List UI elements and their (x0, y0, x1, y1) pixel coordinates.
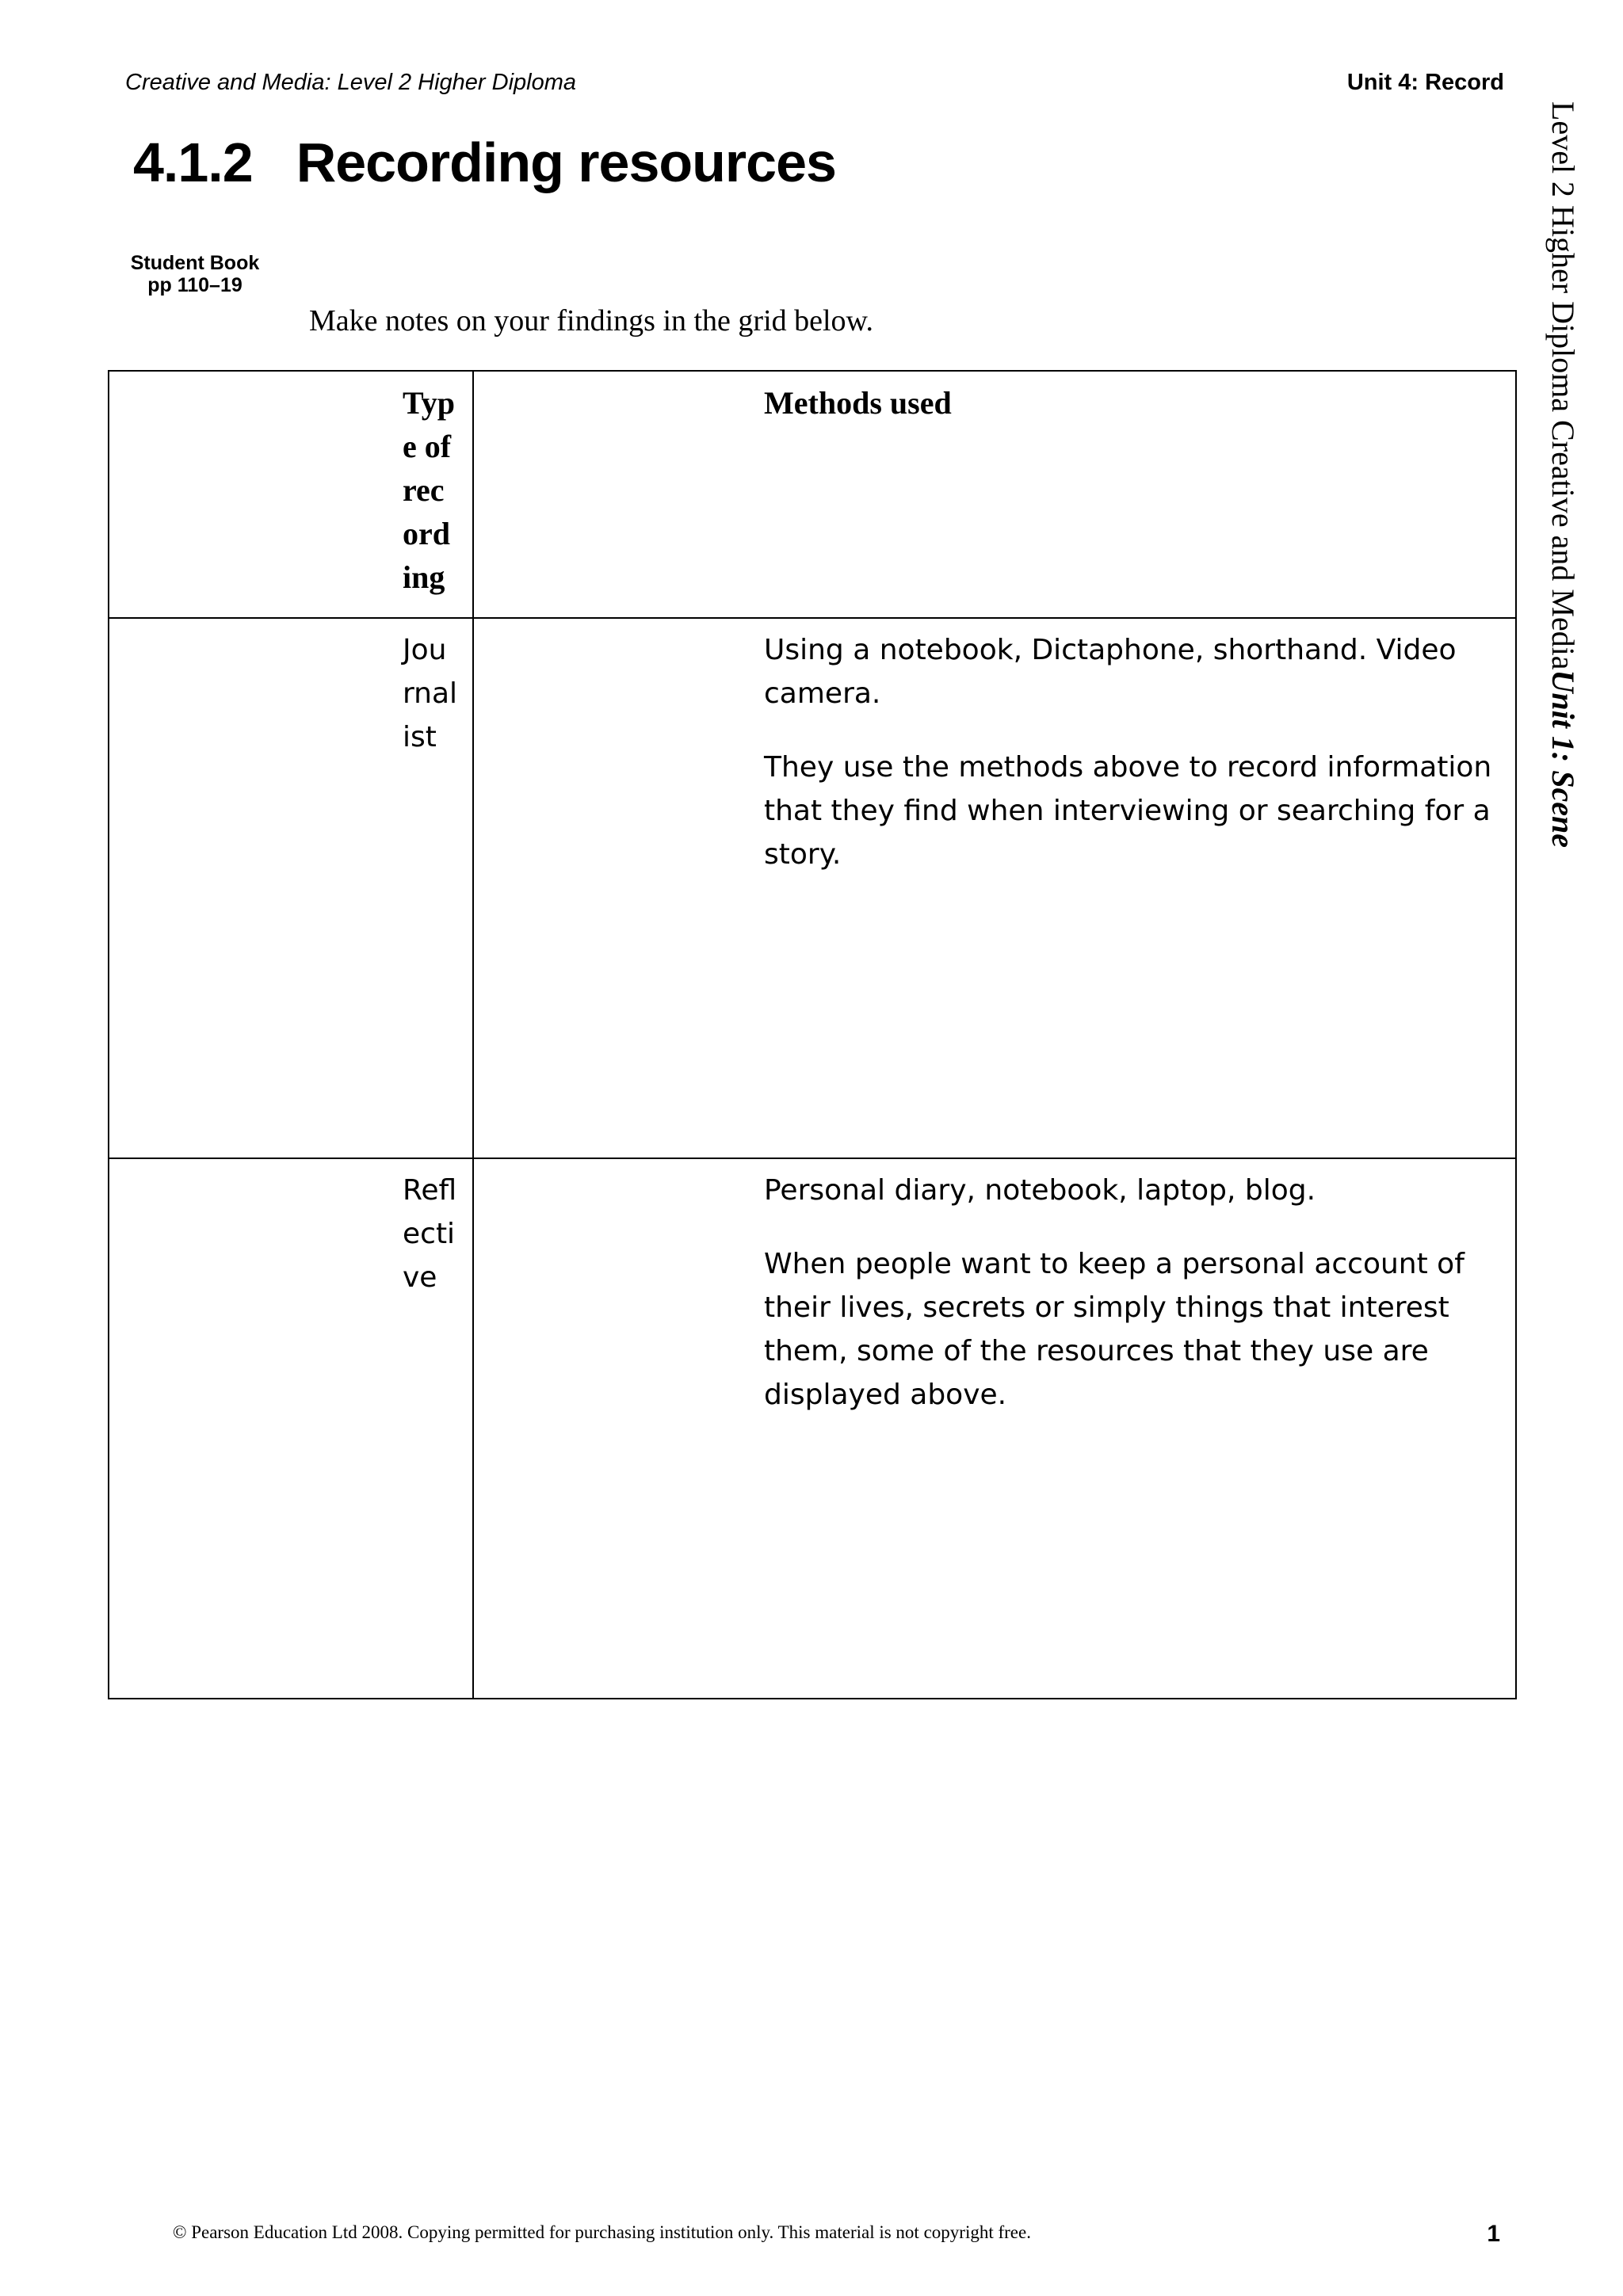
grid-type-cell (109, 618, 473, 1158)
side-banner-unit: Unit 1: Scene (1545, 669, 1581, 848)
section-number: 4.1.2 (133, 132, 253, 193)
copyright-footer: © Pearson Education Ltd 2008. Copying permitted for purchasing institution only. This material is not copyright free. (173, 2222, 1031, 2242)
student-book-pages: pp 110–19 (147, 274, 242, 296)
grid-header-type-cell (109, 371, 473, 618)
section-title: Recording resources (296, 132, 836, 193)
methods-paragraph: Using a notebook, Dictaphone, shorthand. Video camera. (764, 634, 1457, 710)
section-heading (133, 131, 836, 194)
grid-row-journalist (109, 618, 1516, 1158)
methods-paragraph: When people want to keep a personal account of their lives, secrets or simply things that interest them, some of the resources that they use are displayed above. (764, 1248, 1465, 1411)
side-banner-text: Level 2 Higher Diploma Creative and Media (1545, 101, 1581, 670)
grid-methods-reflective (474, 1159, 1515, 1417)
running-header-title: Creative and Media: Level 2 Higher Diploma (125, 70, 577, 95)
grid-row-reflective (109, 1158, 1516, 1699)
student-book-reference (124, 252, 266, 296)
grid-type-reflective: Reflective (403, 1174, 457, 1294)
grid-methods-journalist (474, 619, 1515, 876)
grid-header-methods-cell (473, 371, 1516, 618)
grid-type-journalist: Journalist (403, 634, 458, 753)
grid-header-type: Type of recording (403, 385, 455, 595)
page-number: 1 (1487, 2221, 1500, 2247)
grid-methods-cell (473, 618, 1516, 1158)
side-banner (1545, 101, 1582, 848)
grid-header-methods: Methods used (764, 385, 952, 421)
recording-grid (108, 370, 1517, 1699)
grid-header-row (109, 371, 1516, 618)
running-header-unit: Unit 4: Record (1346, 70, 1504, 95)
instruction-text: Make notes on your findings in the grid below. (309, 304, 874, 338)
methods-paragraph: They use the methods above to record information that they find when interviewing or searching for a story. (764, 751, 1492, 871)
student-book-label: Student Book (130, 252, 260, 274)
grid-methods-cell (473, 1158, 1516, 1699)
methods-paragraph: Personal diary, notebook, laptop, blog. (764, 1174, 1316, 1207)
grid-type-cell (109, 1158, 473, 1699)
